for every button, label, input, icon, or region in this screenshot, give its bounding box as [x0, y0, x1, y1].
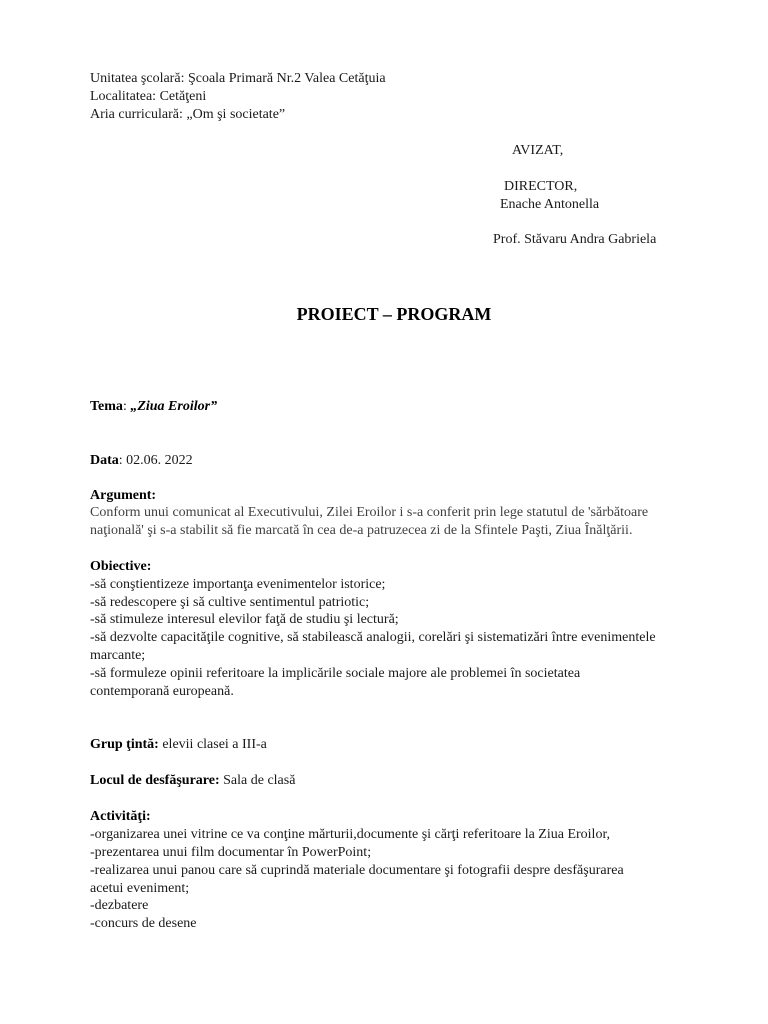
obiectiv-item: -să conştientizeze importanţa evenimentelor istorice; [90, 577, 386, 592]
obiectiv-item: -să dezvolte capacităţile cognitive, să stabilească analogii, corelări şi sistematizări între evenimentele [90, 630, 656, 645]
activitati-heading: Activităţi: [90, 809, 151, 824]
argument-line: Conform unui comunicat al Executivului, Zilei Eroilor i s-a conferit prin lege statutul de 'sărbătoare [90, 505, 649, 520]
obiectiv-item: -să redescopere şi să cultive sentimentul patriotic; [90, 595, 370, 610]
obiectiv-item: -să stimuleze interesul elevilor faţă de studiu şi lectură; [90, 612, 399, 627]
locul-label: Locul de desfăşurare: [90, 773, 220, 788]
avizat-label: AVIZAT, [512, 143, 564, 158]
argument-heading: Argument: [90, 488, 157, 503]
curricular-area-line: Aria curriculară: „Om şi societate” [90, 107, 286, 122]
activitate-item: -concurs de desene [90, 916, 197, 931]
tema-separator: : [122, 399, 131, 414]
director-name: Enache Antonella [500, 197, 600, 212]
argument-line: naţională' şi s-a stabilit să fie marcată în cea de-a patruzecea zi de la Sfintele Paşti, Ziua Înălţării. [90, 523, 633, 538]
school-line: Unitatea şcolară: Şcoala Primară Nr.2 Valea Cetăţuia [90, 71, 386, 86]
data-label: Data [90, 453, 119, 468]
tema-value: „Ziua Eroilor” [130, 399, 218, 414]
obiectiv-item: contemporană europeană. [90, 684, 234, 699]
activitate-item: -realizarea unui panou care să cuprindă materiale documentare şi fotografii despre desfăşurarea [90, 863, 624, 878]
locul-value: Sala de clasă [219, 773, 296, 788]
activitate-item: -dezbatere [90, 898, 149, 913]
grup-tinta-line [90, 736, 267, 754]
data-line [90, 452, 193, 470]
obiectiv-item: -să formuleze opinii referitoare la implicările sociale majore ale problemei în societatea [90, 666, 581, 681]
activitate-item: acetui eveniment; [90, 881, 190, 896]
grup-tinta-label: Grup ţintă: [90, 737, 159, 752]
data-value: : 02.06. 2022 [118, 453, 193, 468]
obiectiv-item: marcante; [90, 648, 146, 663]
director-label: DIRECTOR, [504, 179, 578, 194]
tema-label: Tema [90, 399, 123, 414]
locul-line [90, 772, 295, 790]
locality-line: Localitatea: Cetăţeni [90, 89, 207, 104]
activitate-item: -organizarea unei vitrine ce va conţine mărturii,documente şi cărţi referitoare la Ziua Eroilor, [90, 827, 611, 842]
document-title: PROIECT – PROGRAM [296, 304, 492, 324]
teacher-name: Prof. Stăvaru Andra Gabriela [493, 232, 657, 247]
obiective-heading: Obiective: [90, 559, 152, 574]
grup-tinta-value: elevii clasei a III-a [158, 737, 267, 752]
activitate-item: -prezentarea unui film documentar în PowerPoint; [90, 845, 372, 860]
tema-line [90, 398, 217, 416]
